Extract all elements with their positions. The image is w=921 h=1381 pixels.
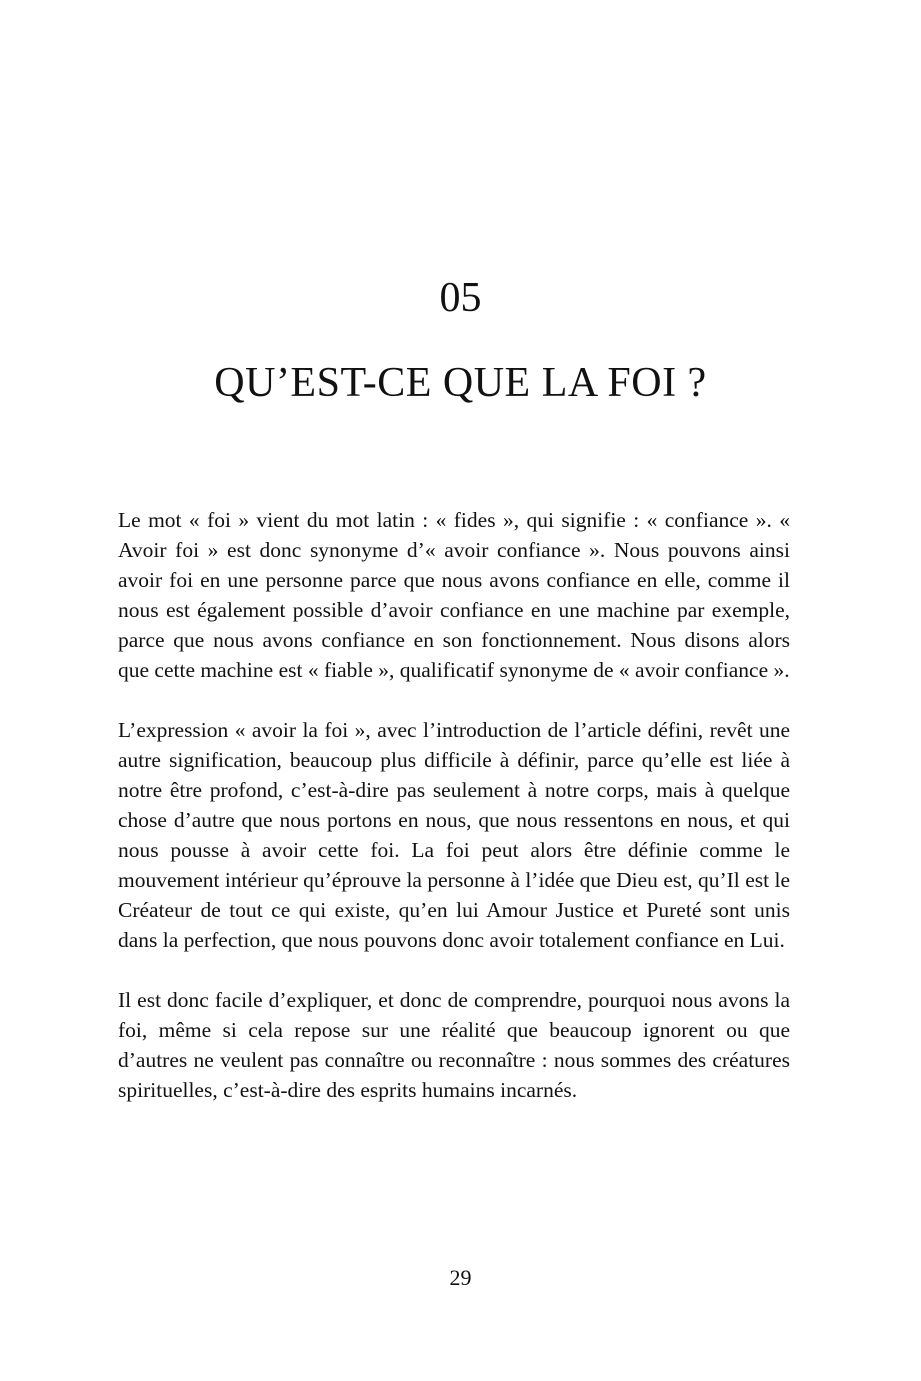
chapter-title: QU’EST-CE QUE LA FOI ?	[214, 360, 707, 406]
paragraph-1: Le mot « foi » vient du mot latin : « fides », qui signifie : « confiance ». « Avoir foi » est donc synonyme d’« avoir confiance ». Nous pouvons ainsi avoir foi en une personne parce que nous avons confiance en elle, comme il nous est également possible d’avoir confiance en une machine par exemple, parce que nous avons confiance en son fonctionnement. Nous disons alors que cette machine est « fiable », qualificatif synonyme de « avoir confiance ».	[118, 508, 790, 682]
chapter-number: 05	[439, 275, 482, 321]
chapter-body	[118, 505, 790, 1135]
page-number: 29	[449, 1265, 472, 1290]
paragraph-3: Il est donc facile d’expliquer, et donc de comprendre, pourquoi nous avons la foi, même si cela repose sur une réalité que beaucoup ignorent ou que d’autres ne veulent pas connaître ou reconnaître : nous sommes des créatures spirituelles, c’est-à-dire des esprits humains incarnés.	[118, 988, 790, 1102]
paragraph-2: L’expression « avoir la foi », avec l’introduction de l’article défini, revêt une autre signification, beaucoup plus difficile à définir, parce qu’elle est liée à notre être profond, c’est-à-dire pas seulement à notre corps, mais à quelque chose d’autre que nous portons en nous, que nous ressentons en nous, et qui nous pousse à avoir cette foi. La foi peut alors être définie comme le mouvement intérieur qu’éprouve la personne à l’idée que Dieu est, qu’Il est le Créateur de tout ce qui existe, qu’en lui Amour Justice et Pureté sont unis dans la perfection, que nous pouvons donc avoir totalement confiance en Lui.	[118, 718, 790, 952]
